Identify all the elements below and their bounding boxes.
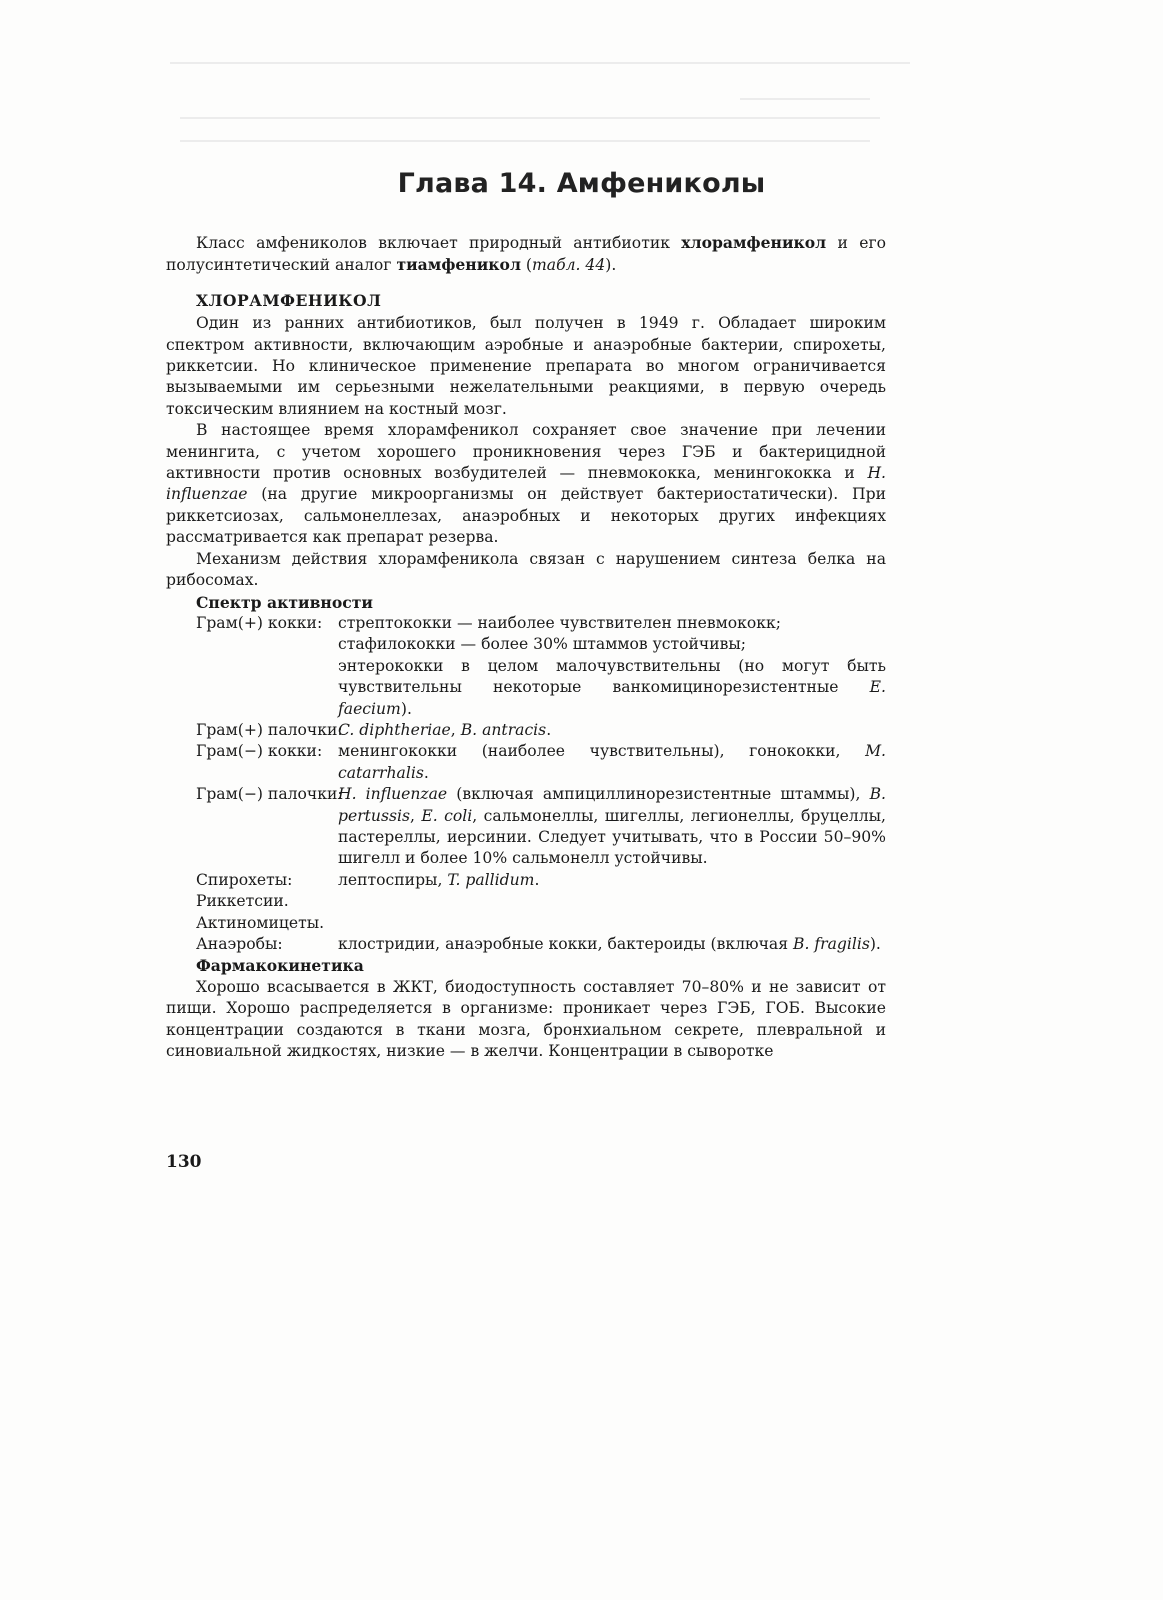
page-number: 130 xyxy=(166,1152,202,1172)
spectrum-line xyxy=(338,656,886,720)
spectrum-label: Риккетсии. xyxy=(196,892,289,911)
bleed-through-line xyxy=(180,140,870,142)
drug-name-bold: тиамфеникол xyxy=(396,255,521,275)
spectrum-text: (включая ампициллинорезистентные штаммы), xyxy=(447,785,870,804)
spectrum-label: Анаэробы: xyxy=(196,935,283,953)
intro-text: Класс амфениколов включает природный антибиотик xyxy=(196,234,682,252)
spectrum-text: клостридии, анаэробные кокки, бактероиды (включая xyxy=(338,935,793,953)
spectrum-text: ). xyxy=(869,935,881,953)
spectrum-label: Грам(+) палочки: xyxy=(196,720,343,739)
bleed-through-line xyxy=(740,98,870,100)
spectrum-value xyxy=(338,741,886,784)
spectrum-row-actinomycetes xyxy=(166,913,886,934)
spectrum-text: . xyxy=(534,870,540,889)
organism-name: M. catarrhalis xyxy=(338,742,886,782)
spectrum-value xyxy=(338,891,886,912)
organism-name: E. faecium xyxy=(338,678,886,718)
spectrum-text: . xyxy=(546,720,552,739)
chapter-title: Глава 14. Амфениколы xyxy=(397,168,766,199)
spectrum-label: Грам(−) палочки: xyxy=(196,785,343,804)
pharmacokinetics-heading: Фармакокинетика xyxy=(196,956,364,976)
spectrum-text: менингококки (наиболее чувствительны), гонококки, xyxy=(338,742,866,761)
spectrum-value xyxy=(338,934,886,955)
drug-name-bold: хлорамфеникол xyxy=(681,233,827,252)
spectrum-text: , сальмонеллы, шигеллы, легионеллы, бруцеллы, пастереллы, иерсинии. Следует учитывать, что в России 50–90% шигелл и более 10% сальмонелл устойчивы. xyxy=(338,806,886,868)
spectrum-label: Актиномицеты. xyxy=(196,913,325,932)
paragraph-current-use xyxy=(166,420,886,548)
table-reference: табл. 44 xyxy=(531,256,606,275)
page-content xyxy=(166,232,886,1062)
spectrum-label: Грам(+) кокки: xyxy=(196,613,323,632)
spectrum-text: лептоспиры, xyxy=(338,870,448,889)
spectrum-line: стрептококки — наиболее чувствителен пневмококк; xyxy=(338,613,782,632)
spectrum-text: . xyxy=(423,763,429,782)
spectrum-text: , xyxy=(409,806,422,825)
organism-name: B. fragilis xyxy=(793,935,870,953)
spectrum-row-anaerobes xyxy=(166,934,886,955)
paragraph-mechanism: Механизм действия хлорамфеникола связан с нарушением синтеза белка на рибосомах. xyxy=(166,549,886,590)
organism-name: B. antracis xyxy=(460,720,547,739)
spectrum-heading: Спектр активности xyxy=(196,592,373,612)
paragraph-history: Один из ранних антибиотиков, был получен в 1949 г. Обладает широким спектром активности, включающим аэробные и анаэробные бактерии, спирохеты, риккетсии. Но клиническое применение препарата во многом ограничивается вызываемыми им серьезными нежелательными реакциями, в первую очередь токсическим влиянием на костный мозг. xyxy=(166,314,886,418)
organism-name: H. influenzae xyxy=(166,464,886,504)
spectrum-value xyxy=(338,870,886,891)
paragraph-pharmacokinetics: Хорошо всасывается в ЖКТ, биодоступность составляет 70–80% и не зависит от пищи. Хорошо распределяется в организме: проникает через ГЭБ, ГОБ. Высокие концентрации создаются в ткани мозга, бронхиальном секрете, плевральной и синовиальной жидкостях, низкие — в желчи. Концентрации в сыворотке xyxy=(166,977,886,1061)
spectrum-row-rickettsia xyxy=(166,891,886,912)
organism-name: H. influenzae xyxy=(338,785,448,804)
section-heading: ХЛОРАМФЕНИКОЛ xyxy=(196,290,382,310)
spectrum-value xyxy=(338,613,886,720)
spectrum-value xyxy=(338,720,886,741)
spectrum-label: Грам(−) кокки: xyxy=(196,742,323,761)
spectrum-label: Спирохеты: xyxy=(196,870,293,889)
spectrum-text: , xyxy=(450,720,461,739)
intro-paragraph xyxy=(166,232,886,277)
spectrum-line: стафилококки — более 30% штаммов устойчивы; xyxy=(338,635,747,654)
organism-name: E. coli xyxy=(421,806,473,825)
intro-text: ). xyxy=(605,256,617,275)
spectrum-row-gram-neg-cocci xyxy=(166,741,886,784)
spectrum-row-gram-pos-rods xyxy=(166,720,886,741)
intro-text: ( xyxy=(520,256,532,275)
paragraph-text: В настоящее время хлорамфеникол сохраняет свое значение при лечении менингита, с учетом хорошего проникновения через ГЭБ и бактерицидной активности против основных возбудителей — пневмококка, менингококка и xyxy=(166,421,886,483)
intro-text: и его полусинтетический аналог xyxy=(166,234,887,275)
paragraph-text: (на другие микроорганизмы он действует бактериостатически). При риккетсиозах, сальмонеллезах, анаэробных и некоторых других инфекциях рассматривается как препарат резерва. xyxy=(166,485,886,547)
organism-name: B. pertussis xyxy=(338,785,886,825)
spectrum-row-spirochetes xyxy=(166,870,886,891)
spectrum-text: энтерококки в целом малочувствительны (но могут быть чувствительны некоторые ванкомицинорезистентные xyxy=(338,656,886,697)
spectrum-value xyxy=(338,784,886,870)
spectrum-row-gram-neg-rods xyxy=(166,784,886,870)
spectrum-row-gram-pos-cocci xyxy=(166,613,886,720)
organism-name: T. pallidum xyxy=(447,870,535,889)
bleed-through-line xyxy=(170,62,910,64)
bleed-through-line xyxy=(180,117,880,119)
organism-name: C. diphtheriae xyxy=(338,720,451,739)
spectrum-value xyxy=(338,913,886,934)
spectrum-text: ). xyxy=(400,699,412,718)
